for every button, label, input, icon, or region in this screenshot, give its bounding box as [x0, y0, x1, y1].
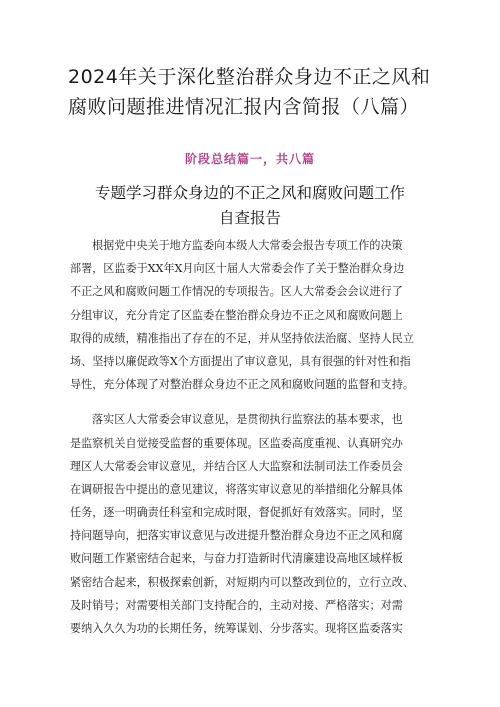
- paragraph-line: 在调研报告中提出的意见建议，将落实审议意见的举措细化分解具体: [70, 482, 403, 496]
- paragraph-line: 分组审议，充分肯定了区监委在整治群众身边不正之风和腐败问题上: [70, 308, 403, 322]
- paragraph-2: [70, 408, 432, 640]
- report-title: [0, 181, 500, 231]
- paragraph-line: 不正之风和腐败问题工作情况的专项报告。区人大常委会会议进行了: [70, 285, 403, 299]
- report-body: [70, 234, 432, 640]
- paragraph-line: 落实区人大常委会审议意见，是贯彻执行监察法的基本要求，也: [92, 413, 403, 427]
- paragraph-line: 持问题导向，把落实审议意见与改进提升整治群众身边不正之风和腐: [70, 529, 403, 543]
- paragraph-line: 导性，充分体现了对整治群众身边不正之风和腐败问题的监督和支持。: [70, 378, 414, 392]
- section-label: 阶段总结篇一，共八篇: [184, 152, 315, 166]
- paragraph-line: 取得的成绩，精准指出了存在的不足，并从坚持依法治腐、坚持人民立: [70, 331, 414, 345]
- document-title: [68, 62, 438, 122]
- report-title-line-2: 自查报告: [218, 209, 281, 227]
- document-title-line-1: 2024年关于深化整治群众身边不正之风和: [68, 66, 431, 88]
- paragraph-line: 场、坚持以廉促政等X个方面提出了审议意见，具有很强的针对性和指: [70, 354, 411, 368]
- paragraph-1: [70, 234, 432, 396]
- paragraph-line: 及时销号；对需要相关部门支持配合的，主动对接、严格落实；对需: [70, 598, 403, 612]
- paragraph-line: 任务，逐一明确责任科室和完成时限，督促抓好有效落实。同时，坚: [70, 506, 403, 520]
- paragraph-gap: [70, 396, 432, 408]
- paragraph-line: 紧密结合起来，积极探索创新，对短期内可以整改到位的，立行立改、: [70, 575, 414, 589]
- paragraph-line: 部署，区监委于XX年X月向区十届人大常委会作了关于整治群众身边: [70, 262, 405, 276]
- report-title-line-1: 专题学习群众身边的不正之风和腐败问题工作: [94, 184, 405, 202]
- paragraph-line: 理区人大常委会审议意见，并结合区人大监察和法制司法工作委员会: [70, 459, 403, 473]
- document-title-line-2: 腐败问题推进情况汇报内含简报（八篇）: [68, 96, 420, 118]
- paragraph-line: 根据党中央关于地方监委向本级人大常委会报告专项工作的决策: [92, 239, 403, 252]
- paragraph-line: 是监察机关自觉接受监督的重要体现。区监委高度重视、认真研究办: [70, 436, 403, 450]
- paragraph-line: 要纳入久久为功的长期任务，统筹谋划、分步落实。现将区监委落实: [70, 622, 403, 635]
- paragraph-line: 败问题工作紧密结合起来，与奋力打造新时代清廉建设高地区域样板: [70, 552, 403, 566]
